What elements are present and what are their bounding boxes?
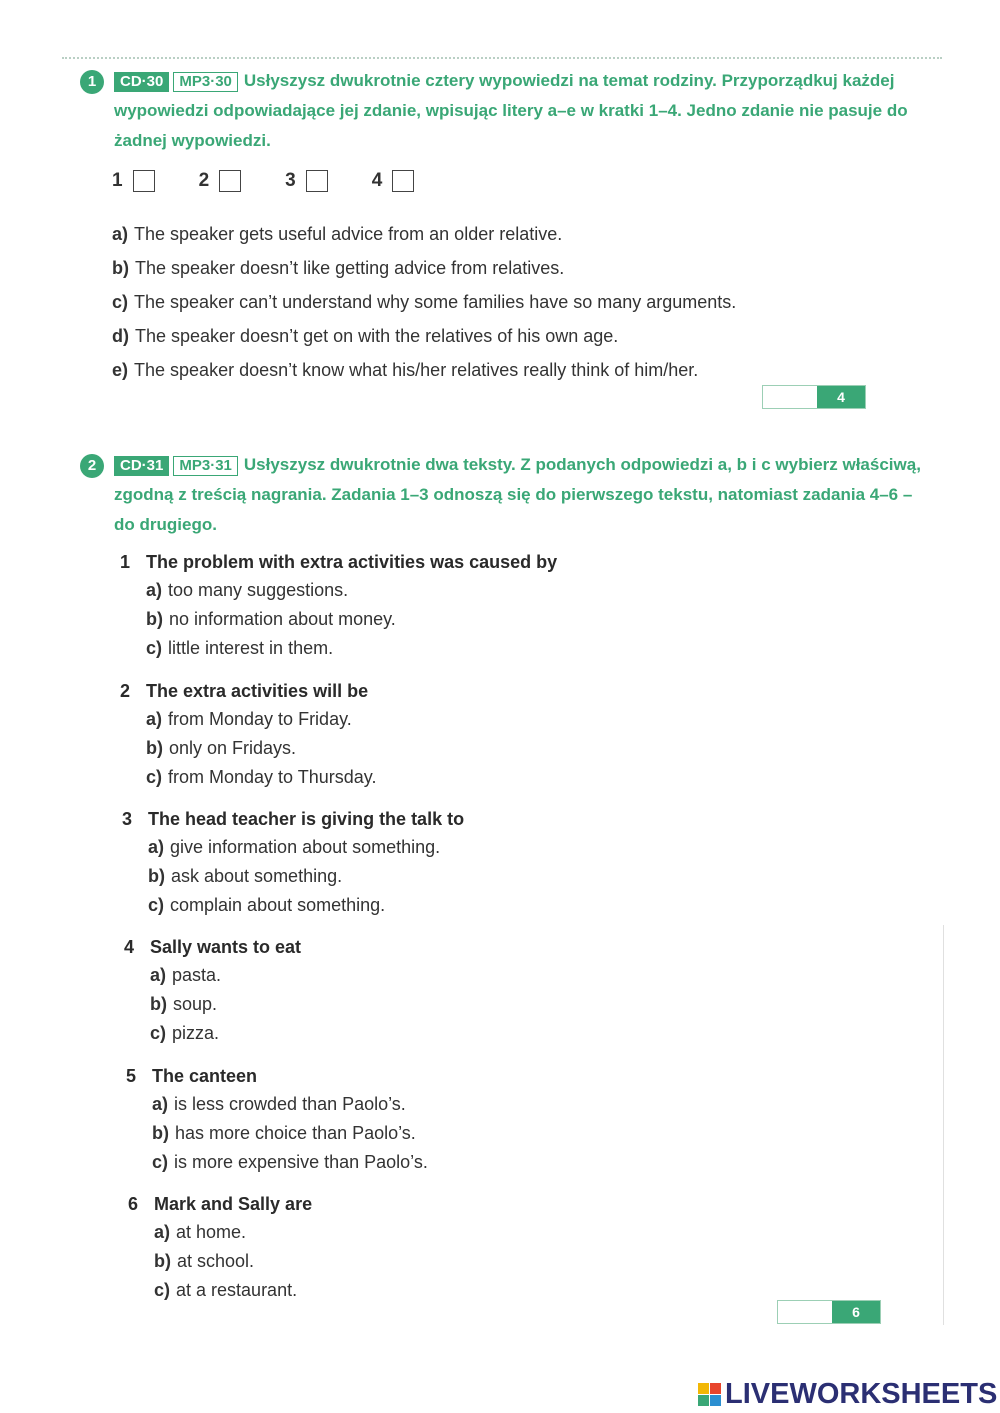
top-dotted-divider <box>62 57 942 59</box>
question-number: 5 <box>126 1066 137 1086</box>
answer-box-number: 1 <box>112 170 123 191</box>
exercise-1-header <box>80 66 920 156</box>
answer-option[interactable]: a) from Monday to Friday. <box>146 709 352 729</box>
answer-boxes <box>112 170 414 192</box>
mp3-track-tag: MP3·30 <box>173 72 238 92</box>
question-number: 3 <box>122 809 133 829</box>
question-stem: The problem with extra activities was caused by <box>146 552 558 572</box>
sentence-item: d) The speaker doesn’t get on with the relatives of his own age. <box>112 326 619 346</box>
sentence-item: e) The speaker doesn’t know what his/her relatives really think of him/her. <box>112 360 699 380</box>
liveworksheets-brand <box>698 1378 997 1411</box>
answer-option[interactable]: a) is less crowded than Paolo’s. <box>152 1094 406 1114</box>
answer-option[interactable]: b) has more choice than Paolo’s. <box>152 1123 416 1143</box>
answer-box-number: 4 <box>371 170 383 191</box>
question <box>126 1062 428 1177</box>
exercise-number-badge: 1 <box>80 70 104 94</box>
answer-option[interactable]: c) pizza. <box>150 1023 220 1043</box>
liveworksheets-logo-icon <box>698 1383 721 1406</box>
exercise-instruction: Usłyszysz dwukrotnie dwa teksty. Z podanych odpowiedzi a, b i c wybierz właściwą, zgodną z treścią nagrania. Zadania 1–3 odnoszą się do pierwszego tekstu, natomiast zadania 4–6 – do drugiego. <box>114 455 921 534</box>
answer-box-input[interactable] <box>306 170 328 192</box>
score-input[interactable] <box>763 386 817 408</box>
answer-option[interactable]: c) little interest in them. <box>146 638 334 658</box>
answer-option[interactable]: b) only on Fridays. <box>146 738 297 758</box>
score-box-2 <box>777 1300 881 1324</box>
question-number: 1 <box>120 552 131 572</box>
question-stem: The canteen <box>152 1066 258 1086</box>
answer-option[interactable]: c) complain about something. <box>148 895 386 915</box>
answer-box-item <box>199 170 242 192</box>
question-number: 2 <box>120 681 131 701</box>
answer-box-item <box>285 170 328 192</box>
answer-option[interactable]: b) at school. <box>154 1251 255 1271</box>
question-stem: The head teacher is giving the talk to <box>148 809 465 829</box>
sentence-item: b) The speaker doesn’t like getting advice from relatives. <box>112 258 565 278</box>
question-stem: Mark and Sally are <box>154 1194 313 1214</box>
answer-box-number: 3 <box>285 170 296 191</box>
sentence-item: a) The speaker gets useful advice from an older relative. <box>112 224 563 244</box>
answer-box-input[interactable] <box>392 170 414 192</box>
sentence-list <box>112 217 736 387</box>
answer-option[interactable]: a) pasta. <box>150 965 222 985</box>
answer-option[interactable]: a) give information about something. <box>148 837 441 857</box>
answer-option[interactable]: b) ask about something. <box>148 866 343 886</box>
answer-option[interactable]: a) too many suggestions. <box>146 580 349 600</box>
question <box>122 805 464 920</box>
sentence-item: c) The speaker can’t understand why some families have so many arguments. <box>112 292 737 312</box>
question <box>128 1190 312 1305</box>
question <box>120 677 376 792</box>
answer-option[interactable]: c) is more expensive than Paolo’s. <box>152 1152 428 1172</box>
question-number: 4 <box>124 937 135 957</box>
answer-option[interactable]: c) from Monday to Thursday. <box>146 767 377 787</box>
exercise-1 <box>80 66 920 156</box>
answer-box-input[interactable] <box>133 170 155 192</box>
max-score: 6 <box>832 1301 880 1323</box>
score-input[interactable] <box>778 1301 832 1323</box>
answer-box-number: 2 <box>198 170 210 191</box>
answer-option[interactable]: b) no information about money. <box>146 609 396 629</box>
answer-box-input[interactable] <box>219 170 241 192</box>
brand-name: LIVEWORKSHEETS <box>725 1378 998 1410</box>
exercise-2-header <box>80 450 930 540</box>
question-stem: Sally wants to eat <box>150 937 302 957</box>
answer-box-item <box>372 170 415 192</box>
question <box>120 548 557 663</box>
score-box-1 <box>762 385 866 409</box>
cd-track-tag: CD·31 <box>114 456 169 476</box>
question-number: 6 <box>128 1194 139 1214</box>
mp3-track-tag: MP3·31 <box>173 456 238 476</box>
answer-option[interactable]: c) at a restaurant. <box>154 1280 298 1300</box>
cd-track-tag: CD·30 <box>114 72 169 92</box>
max-score: 4 <box>817 386 865 408</box>
exercise-2 <box>80 450 930 540</box>
exercise-instruction: Usłyszysz dwukrotnie cztery wypowiedzi na temat rodziny. Przyporządkuj każdej wypowiedzi odpowiadające jej zdanie, wpisując litery a–e w kratki 1–4. Jedno zdanie nie pasuje do żadnej wypowiedzi. <box>114 71 908 150</box>
page-edge-line <box>943 925 944 1325</box>
exercise-number-badge: 2 <box>80 454 104 478</box>
answer-option[interactable]: b) soup. <box>150 994 218 1014</box>
question <box>124 933 301 1048</box>
answer-option[interactable]: a) at home. <box>154 1222 247 1242</box>
question-stem: The extra activities will be <box>146 681 369 701</box>
answer-box-item <box>112 170 155 192</box>
